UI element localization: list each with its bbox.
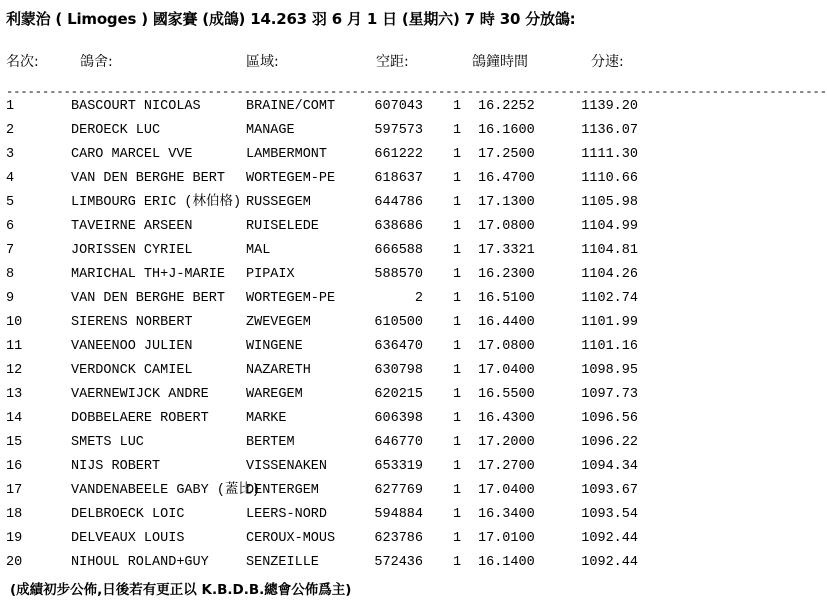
count-cell: 1	[453, 171, 462, 186]
speed-cell: 1111.30	[581, 147, 638, 162]
count-cell: 1	[453, 363, 462, 378]
area-cell: BRAINE/COMT	[246, 99, 336, 114]
loft-name-cell: VANEENOO JULIEN	[71, 339, 193, 354]
area-cell: RUSSEGEM	[246, 195, 311, 210]
rank-cell: 12	[6, 363, 23, 378]
header-rank: 名次:	[6, 54, 39, 70]
header-speed: 分速:	[591, 54, 624, 70]
count-cell: 1	[453, 243, 462, 258]
clock-time-cell: 17.2500	[478, 147, 535, 162]
rank-cell: 2	[6, 123, 15, 138]
speed-cell: 1104.81	[581, 243, 638, 258]
loft-name-cell: MARICHAL TH+J-MARIE	[71, 267, 225, 282]
table-row	[0, 457, 654, 481]
distance-cell: 638686	[374, 219, 423, 234]
rank-cell: 1	[6, 99, 15, 114]
distance-cell: 627769	[374, 483, 423, 498]
distance-cell: 623786	[374, 531, 423, 546]
clock-time-cell: 16.1400	[478, 555, 535, 570]
distance-cell: 644786	[374, 195, 423, 210]
table-row	[0, 385, 654, 409]
table-row	[0, 241, 654, 265]
area-cell: WORTEGEM-PE	[246, 291, 336, 306]
area-cell: BERTEM	[246, 435, 295, 450]
table-row	[0, 433, 654, 457]
area-cell: MAL	[246, 243, 271, 258]
clock-time-cell: 17.0800	[478, 339, 535, 354]
speed-cell: 1102.74	[581, 291, 638, 306]
rank-cell: 5	[6, 195, 15, 210]
table-row	[0, 337, 654, 361]
header-clock: 鴿鐘時間	[472, 54, 528, 70]
distance-cell: 646770	[374, 435, 423, 450]
count-cell: 1	[453, 531, 462, 546]
rank-cell: 9	[6, 291, 15, 306]
count-cell: 1	[453, 411, 462, 426]
clock-time-cell: 16.4300	[478, 411, 535, 426]
rank-cell: 17	[6, 483, 23, 498]
area-cell: WAREGEM	[246, 387, 303, 402]
speed-cell: 1110.66	[581, 171, 638, 186]
header-loft: 鴿舍:	[80, 54, 113, 70]
table-row	[0, 529, 654, 553]
count-cell: 1	[453, 147, 462, 162]
count-cell: 1	[453, 555, 462, 570]
count-cell: 1	[453, 435, 462, 450]
area-cell: SENZEILLE	[246, 555, 319, 570]
loft-name-cell: NIHOUL ROLAND+GUY	[71, 555, 209, 570]
rank-cell: 16	[6, 459, 23, 474]
count-cell: 1	[453, 483, 462, 498]
distance-cell: 666588	[374, 243, 423, 258]
speed-cell: 1093.67	[581, 483, 638, 498]
distance-cell: 607043	[374, 99, 423, 114]
table-row	[0, 97, 654, 121]
table-row	[0, 265, 654, 289]
distance-cell: 2	[414, 291, 423, 306]
loft-name-cell: CARO MARCEL VVE	[71, 147, 193, 162]
distance-cell: 618637	[374, 171, 423, 186]
count-cell: 1	[453, 315, 462, 330]
table-row	[0, 361, 654, 385]
page-title: 利蒙治 ( Limoges ) 國家賽 (成鴿) 14.263 羽 6 月 1 日 (星期六) 7 時 30 分放鴿:	[6, 10, 576, 28]
table-row	[0, 193, 654, 217]
speed-cell: 1094.34	[581, 459, 638, 474]
count-cell: 1	[453, 195, 462, 210]
area-cell: ZWEVEGEM	[246, 315, 311, 330]
clock-time-cell: 17.0400	[478, 363, 535, 378]
count-cell: 1	[453, 291, 462, 306]
speed-cell: 1136.07	[581, 123, 638, 138]
table-row	[0, 313, 654, 337]
loft-name-cell: VAN DEN BERGHE BERT	[71, 171, 225, 186]
rank-cell: 6	[6, 219, 15, 234]
distance-cell: 572436	[374, 555, 423, 570]
clock-time-cell: 16.3400	[478, 507, 535, 522]
distance-cell: 594884	[374, 507, 423, 522]
rank-cell: 15	[6, 435, 23, 450]
loft-name-cell: DEROECK LUC	[71, 123, 161, 138]
speed-cell: 1098.95	[581, 363, 638, 378]
table-row	[0, 169, 654, 193]
area-cell: LAMBERMONT	[246, 147, 328, 162]
rank-cell: 20	[6, 555, 23, 570]
table-row	[0, 217, 654, 241]
area-cell: MARKE	[246, 411, 287, 426]
rank-cell: 13	[6, 387, 23, 402]
rank-cell: 19	[6, 531, 23, 546]
count-cell: 1	[453, 507, 462, 522]
speed-cell: 1092.44	[581, 531, 638, 546]
table-row	[0, 553, 654, 577]
count-cell: 1	[453, 123, 462, 138]
header-distance: 空距:	[376, 54, 409, 70]
loft-name-cell: LIMBOURG ERIC (林伯格)	[71, 195, 242, 210]
loft-name-cell: VERDONCK CAMIEL	[71, 363, 193, 378]
area-cell: WORTEGEM-PE	[246, 171, 336, 186]
distance-cell: 636470	[374, 339, 423, 354]
header-area: 區域:	[246, 54, 279, 70]
footer-note: (成績初步公佈,日後若有更正以 K.B.D.B.總會公佈爲主)	[10, 582, 352, 598]
count-cell: 1	[453, 99, 462, 114]
clock-time-cell: 16.5500	[478, 387, 535, 402]
rank-cell: 10	[6, 315, 23, 330]
speed-cell: 1104.26	[581, 267, 638, 282]
distance-cell: 661222	[374, 147, 423, 162]
distance-cell: 610500	[374, 315, 423, 330]
rank-cell: 11	[6, 339, 23, 354]
speed-cell: 1105.98	[581, 195, 638, 210]
speed-cell: 1104.99	[581, 219, 638, 234]
area-cell: PIPAIX	[246, 267, 295, 282]
distance-cell: 597573	[374, 123, 423, 138]
area-cell: MANAGE	[246, 123, 295, 138]
rank-cell: 14	[6, 411, 23, 426]
loft-name-cell: TAVEIRNE ARSEEN	[71, 219, 193, 234]
distance-cell: 620215	[374, 387, 423, 402]
area-cell: WINGENE	[246, 339, 303, 354]
area-cell: LEERS-NORD	[246, 507, 328, 522]
count-cell: 1	[453, 459, 462, 474]
rank-cell: 3	[6, 147, 15, 162]
clock-time-cell: 16.4700	[478, 171, 535, 186]
loft-name-cell: JORISSEN CYRIEL	[71, 243, 193, 258]
clock-time-cell: 17.1300	[478, 195, 535, 210]
clock-time-cell: 17.2700	[478, 459, 535, 474]
loft-name-cell: SIERENS NORBERT	[71, 315, 193, 330]
table-row	[0, 289, 654, 313]
table-row	[0, 121, 654, 145]
clock-time-cell: 16.4400	[478, 315, 535, 330]
distance-cell: 630798	[374, 363, 423, 378]
clock-time-cell: 17.0100	[478, 531, 535, 546]
table-row	[0, 145, 654, 169]
speed-cell: 1097.73	[581, 387, 638, 402]
count-cell: 1	[453, 267, 462, 282]
count-cell: 1	[453, 219, 462, 234]
rank-cell: 7	[6, 243, 15, 258]
clock-time-cell: 17.3321	[478, 243, 535, 258]
area-cell: VISSENAKEN	[246, 459, 328, 474]
header-divider: ------------------------------------------------------------------------------------------------------------------	[6, 85, 827, 99]
rank-cell: 18	[6, 507, 23, 522]
area-cell: NAZARETH	[246, 363, 311, 378]
loft-name-cell: DELBROECK LOIC	[71, 507, 185, 522]
table-row	[0, 505, 654, 529]
count-cell: 1	[453, 387, 462, 402]
distance-cell: 606398	[374, 411, 423, 426]
clock-time-cell: 16.5100	[478, 291, 535, 306]
loft-name-cell: VAERNEWIJCK ANDRE	[71, 387, 209, 402]
distance-cell: 653319	[374, 459, 423, 474]
speed-cell: 1101.99	[581, 315, 638, 330]
table-row	[0, 409, 654, 433]
loft-name-cell: NIJS ROBERT	[71, 459, 161, 474]
clock-time-cell: 17.0400	[478, 483, 535, 498]
clock-time-cell: 16.2300	[478, 267, 535, 282]
loft-name-cell: BASCOURT NICOLAS	[71, 99, 201, 114]
rank-cell: 8	[6, 267, 15, 282]
speed-cell: 1092.44	[581, 555, 638, 570]
loft-name-cell: VAN DEN BERGHE BERT	[71, 291, 225, 306]
speed-cell: 1096.56	[581, 411, 638, 426]
speed-cell: 1096.22	[581, 435, 638, 450]
loft-name-cell: DOBBELAERE ROBERT	[71, 411, 209, 426]
area-cell: DENTERGEM	[246, 483, 319, 498]
rank-cell: 4	[6, 171, 15, 186]
loft-name-cell: SMETS LUC	[71, 435, 144, 450]
clock-time-cell: 17.2000	[478, 435, 535, 450]
distance-cell: 588570	[374, 267, 423, 282]
table-row	[0, 481, 654, 505]
loft-name-cell: DELVEAUX LOUIS	[71, 531, 185, 546]
area-cell: CEROUX-MOUS	[246, 531, 336, 546]
area-cell: RUISELEDE	[246, 219, 319, 234]
clock-time-cell: 16.2252	[478, 99, 535, 114]
speed-cell: 1101.16	[581, 339, 638, 354]
clock-time-cell: 17.0800	[478, 219, 535, 234]
count-cell: 1	[453, 339, 462, 354]
speed-cell: 1093.54	[581, 507, 638, 522]
speed-cell: 1139.20	[581, 99, 638, 114]
clock-time-cell: 16.1600	[478, 123, 535, 138]
loft-name-cell: VANDENABEELE GABY (蓋比)	[71, 483, 261, 498]
